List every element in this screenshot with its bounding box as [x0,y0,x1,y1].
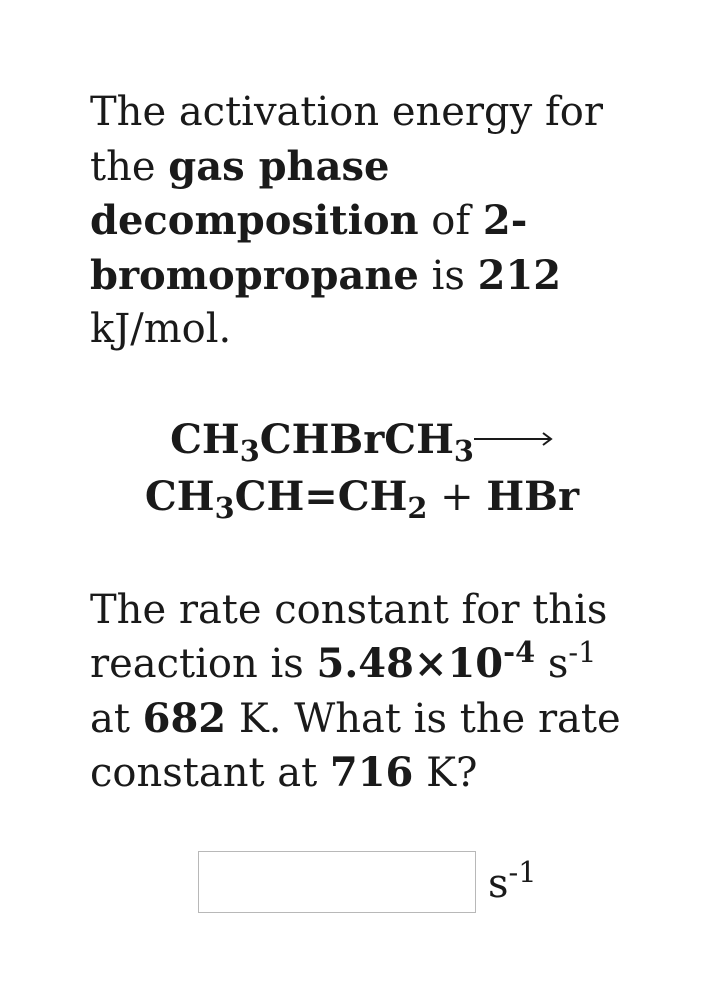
rate-unit: s [535,641,569,687]
intro-text: of [418,198,483,244]
equation-reactant-line [82,411,642,468]
target-temperature: 716 [329,749,414,796]
chemical-equation [82,411,642,526]
formula-subscript: 2 [407,490,428,525]
activation-energy-unit: kJ/mol. [90,306,232,352]
initial-temperature: 682 [142,694,227,742]
answer-unit [488,855,537,907]
intro-text: is [418,252,478,299]
rate-constant-answer-input[interactable] [198,851,476,913]
question-text: at [90,695,143,742]
answer-unit-base: s [488,861,509,907]
formula-part: CHBrCH [259,415,454,463]
activation-energy-statement [90,86,630,357]
equation-products-line [82,468,642,526]
formula-subscript: 3 [453,433,474,468]
compound-name: 2-bromopropane [90,197,528,299]
formula-part: CH [144,472,215,520]
activation-energy-value: 212 [477,251,562,299]
reaction-arrow-icon [474,429,554,449]
rate-constant-mantissa: 5.48×10 [316,640,504,687]
answer-row [198,851,537,913]
formula-part: CH=CH [234,472,408,520]
answer-unit-exponent: -1 [508,855,537,890]
formula-part: HBr [486,472,580,520]
rate-unit-exponent: -1 [568,635,597,670]
rate-constant-value [316,635,536,687]
reaction-type: gas phase decomposition [90,142,419,244]
formula-subscript: 3 [239,433,260,468]
plus-sign: + [427,473,487,520]
formula-subscript: 3 [214,490,235,525]
question-text: The rate constant for this reaction is [90,586,608,687]
rate-constant-question [90,584,630,801]
question-text: K. What is the rate constant at [90,695,621,796]
rate-constant-exponent: -4 [503,635,536,670]
intro-text: The activation energy for the [90,89,603,190]
question-text: K? [413,750,478,796]
question-container [90,86,630,801]
formula-part: CH [170,415,240,463]
